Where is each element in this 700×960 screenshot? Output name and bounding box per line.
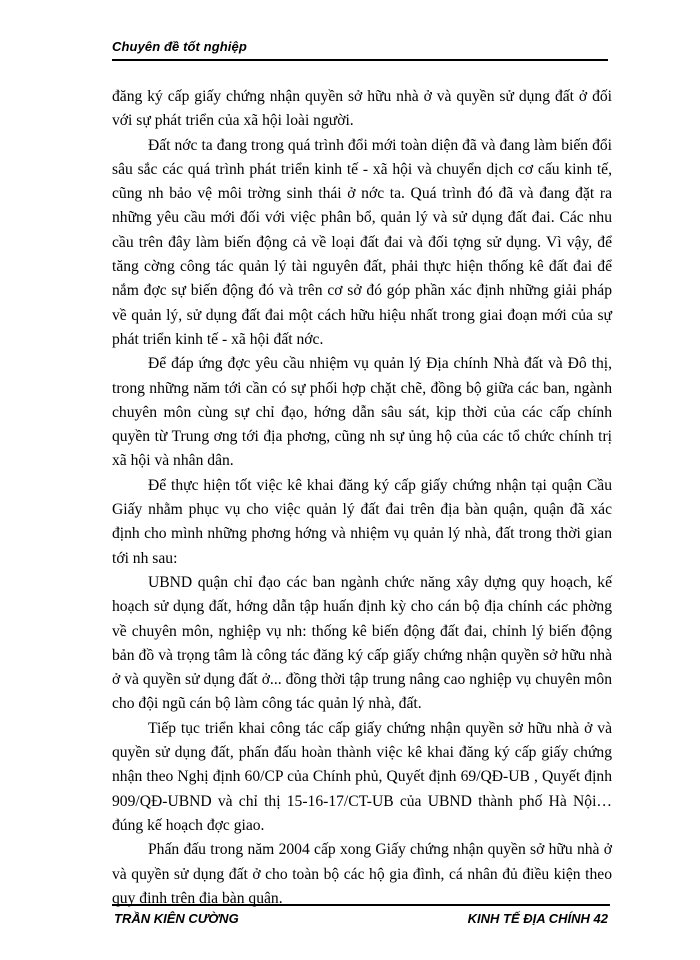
page-footer: [112, 904, 610, 936]
paragraph: Để thực hiện tốt việc kê khai đăng ký cấp giấy chứng nhận tại quận Cầu Giấy nhằm phục vụ cho việc quản lý đất đai trên địa bàn quận, quận đã xác định cho mình những phơng hớng và nhiệm vụ quản lý nhà, đất trong thời gian tới nh sau:: [112, 476, 612, 567]
paragraph: Phấn đấu trong năm 2004 cấp xong Giấy chứng nhận quyền sở hữu nhà ở và quyền sử dụng đất ở cho toàn bộ các hộ gia đình, cá nhân đủ điều kiện theo quy định trên địa bàn quận.: [112, 841, 612, 907]
paragraph: Tiếp tục triển khai công tác cấp giấy chứng nhận quyền sở hữu nhà ở và quyền sử dụng đất, phấn đấu hoàn thành việc kê khai đăng ký cấp giấy chứng nhận theo Nghị định 60/CP của Chính phủ, Quyết định 69/QĐ-UB , Quyết định 909/QĐ-UBND và chỉ thị 15-16-17/CT-UB của UBND thành phố Hà Nội… đúng kế hoạch đợc giao.: [112, 719, 612, 834]
document-body: [112, 85, 612, 911]
footer-course: KINH TẾ ĐỊA CHÍNH 42: [467, 911, 608, 926]
footer-author: TRẦN KIÊN CƯỜNG: [114, 911, 239, 926]
paragraph: Đất nớc ta đang trong quá trình đổi mới toàn diện đã và đang làm biến đổi sâu sắc các quá trình phát triển kinh tế - xã hội và chuyển dịch cơ cấu kinh tế, cũng nh bảo vệ môi trờng sinh thái ở nớc ta. Quá trình đó đã và đang đặt ra những yêu cầu mới đối với việc phân bổ, quản lý và sử dụng đất đai. Các nhu cầu trên đây làm biến động cả về loại đất đai và đối tợng sử dụng. Vì vậy, để tăng cờng công tác quản lý tài nguyên đất, phải thực hiện thống kê đất đai để nắm đợc sự biến động đó và trên cơ sở đó góp phần xác định những giải pháp về quản lý, sử dụng đất đai một cách hữu hiệu nhất trong giai đoạn mới của sự phát triển kinh tế - xã hội đất nớc.: [112, 136, 612, 348]
page-header: [112, 38, 608, 61]
paragraph-continuation: đăng ký cấp giấy chứng nhận quyền sở hữu nhà ở và quyền sử dụng đất ở đối với sự phát triển của xã hội loài người.: [112, 88, 612, 130]
running-title: Chuyên đề tốt nghiệp: [112, 39, 247, 54]
paragraph: Để đáp ứng đợc yêu cầu nhiệm vụ quản lý Địa chính Nhà đất và Đô thị, trong những năm tới cần có sự phối hợp chặt chẽ, đồng bộ giữa các ban, ngành chuyên môn cùng sự chỉ đạo, hớng dẫn sâu sát, kịp thời của các cấp chính quyền từ Trung ơng tới địa phơng, cũng nh sự ủng hộ của các tổ chức chính trị xã hội và nhân dân.: [112, 355, 612, 470]
paragraph: UBND quận chỉ đạo các ban ngành chức năng xây dựng quy hoạch, kế hoạch sử dụng đất, hớng dẫn tập huấn định kỳ cho cán bộ địa chính các phờng về chuyên môn, nghiệp vụ nh: thống kê biến động đất đai, chỉnh lý biến động bản đồ và trọng tâm là công tác đăng ký cấp giấy chứng nhận quyền sở hữu nhà ở và quyền sử dụng đất ở... đồng thời tập trung nâng cao nghiệp vụ chuyên môn cho đội ngũ cán bộ làm công tác quản lý nhà, đất.: [112, 573, 612, 713]
